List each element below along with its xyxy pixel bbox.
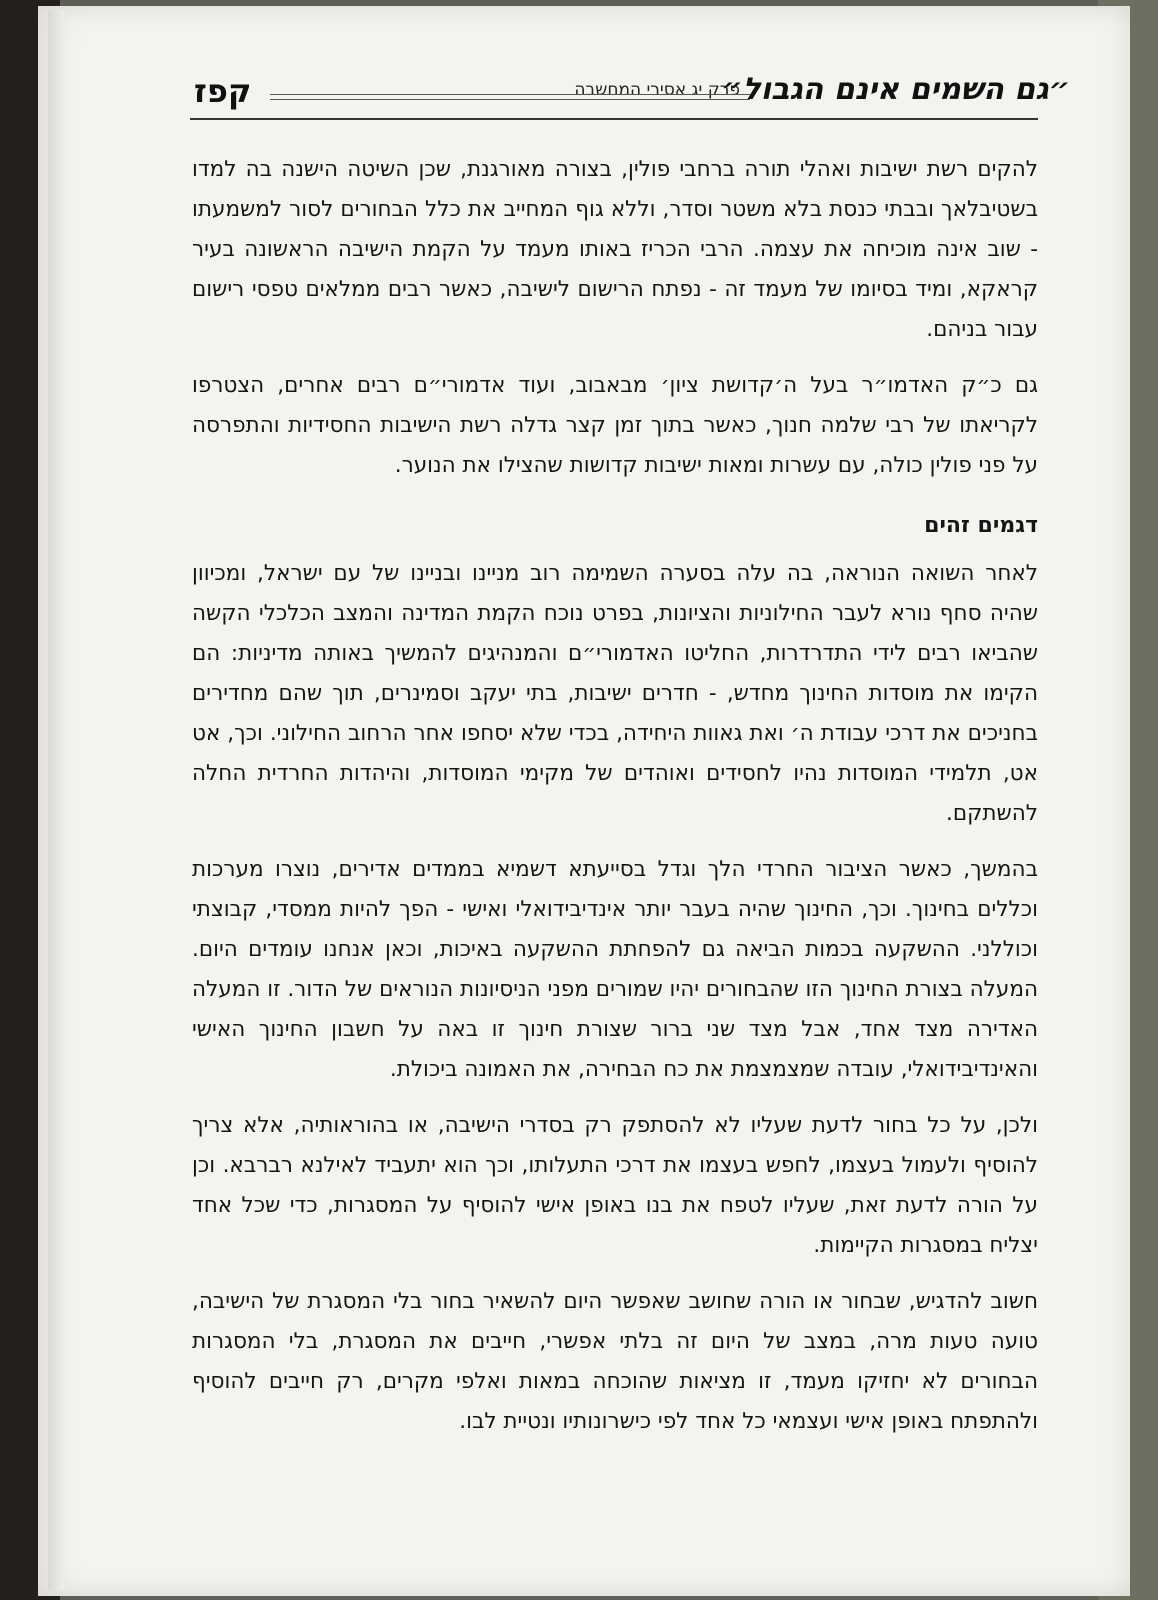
paragraph-6: חשוב להדגיש, שבחור או הורה שחושב שאפשר היום להשאיר בחור בלי המסגרת של הישיבה, טועה טעות מרה, במצב של היום זה בלתי אפשרי, חייבים את המסגרת, בלי המסגרות הבחורים לא יחזיקו מעמד, זו מציאות שהוכחה במאות ואלפי מקרים, רק חייבים להוסיף ולהתפתח באופן אישי ועצמאי כל אחד לפי כישרונותיו ונטיית לבו. bbox=[192, 1289, 1038, 1434]
paragraph-4: בהמשך, כאשר הציבור החרדי הלך וגדל בסייעתא דשמיא בממדים אדירים, נוצרו מערכות וכללים בחינוך. וכך, החינוך שהיה בעבר יותר אינדיבידואלי ואישי - הפך להיות ממסדי, קבוצתי וכוללני. ההשקעה בכמות הביאה גם להפחתת ההשקעה באיכות, וכאן אנחנו עומדים היום. המעלה בצורת החינוך הזו שהבחורים יהיו שמורים מפני הניסיונות הנוראים של הדור. זו המעלה האדירה מצד אחד, אבל מצד שני ברור שצורת חינוך זו באה על חשבון החינוך האישי והאינדיבידואלי, עובדה שמצמצמת את כח הבחירה, את האמונה ביכולת. bbox=[192, 857, 1038, 1082]
body-text bbox=[192, 150, 1038, 1458]
paragraph-1: להקים רשת ישיבות ואהלי תורה ברחבי פולין, בצורה מאורגנת, שכן השיטה הישנה בה למדו בשטיבלאך ובבתי כנסת בלא משטר וסדר, וללא גוף המחייב את כלל הבחורים לסור למשמעתו - שוב אינה מוכיחה את עצמה. הרבי הכריז באותו מעמד על הקמת הישיבה הראשונה בעיר קראקא, ומיד בסיומו של מעמד זה - נפתח הרישום לישיבה, כאשר רבים ממלאים טפסי רישום עבור בניהם. bbox=[192, 157, 1038, 342]
section-heading: דגמים זהים bbox=[924, 513, 1038, 538]
header-divider bbox=[190, 118, 1038, 120]
header-decorative-rule bbox=[270, 94, 750, 100]
running-header bbox=[190, 72, 1070, 122]
page-number: קפז bbox=[194, 72, 252, 110]
paragraph-3: לאחר השואה הנוראה, בה עלה בסערה השמימה רוב מניינו ובניינו של עם ישראל, ומכיוון שהיה סחף נורא לעבר החילוניות והציונות, בפרט נוכח הקמת המדינה והמצב הכלכלי הקשה שהביאו רבים לידי התדרדרות, החליטו האדמורי״ם והמנהיגים להמשיך באותה מדיניות: הם הקימו את מוסדות החינוך מחדש, - חדרים ישיבות, בתי יעקב וסמינרים, תוך שהם מחדירים בחניכים את דרכי עבודת ה׳ ואת גאוות היחידה, בכדי שלא יסחפו אחר הרחוב החילוני. וכך, אט אט, תלמידי המוסדות נהיו לחסידים ואוהדים של מקימי המוסדות, והיהדות החרדית החלה להשתקם. bbox=[192, 561, 1038, 826]
paragraph-2: גם כ״ק האדמו״ר בעל ה׳קדושת ציון׳ מבאבוב, ועוד אדמורי״ם רבים אחרים, הצטרפו לקריאתו של רבי שלמה חנוך, כאשר בתוך זמן קצר גדלה רשת הישיבות החסידיות והתפרסה על פני פולין כולה, עם עשרות ומאות ישיבות קדושות שהצילו את הנוער. bbox=[192, 373, 1038, 478]
chapter-title: פרק יג אסירי המחשבה bbox=[574, 80, 740, 100]
paragraph-5: ולכן, על כל בחור לדעת שעליו לא להסתפק רק בסדרי הישיבה, או בהוראותיה, אלא צריך להוסיף ולעמול בעצמו, לחפש בעצמו את דרכי התעלותו, וכך הוא יתעביד לאילנא רברבא. וכן על הורה לדעת זאת, שעליו לטפח את בנו באופן אישי להוסיף על המסגרות, כדי שכל אחד יצליח במסגרות הקיימות. bbox=[192, 1113, 1038, 1258]
page-gutter bbox=[48, 10, 64, 1590]
book-title: ״גם השמים אינם הגבול״ bbox=[721, 72, 1070, 107]
